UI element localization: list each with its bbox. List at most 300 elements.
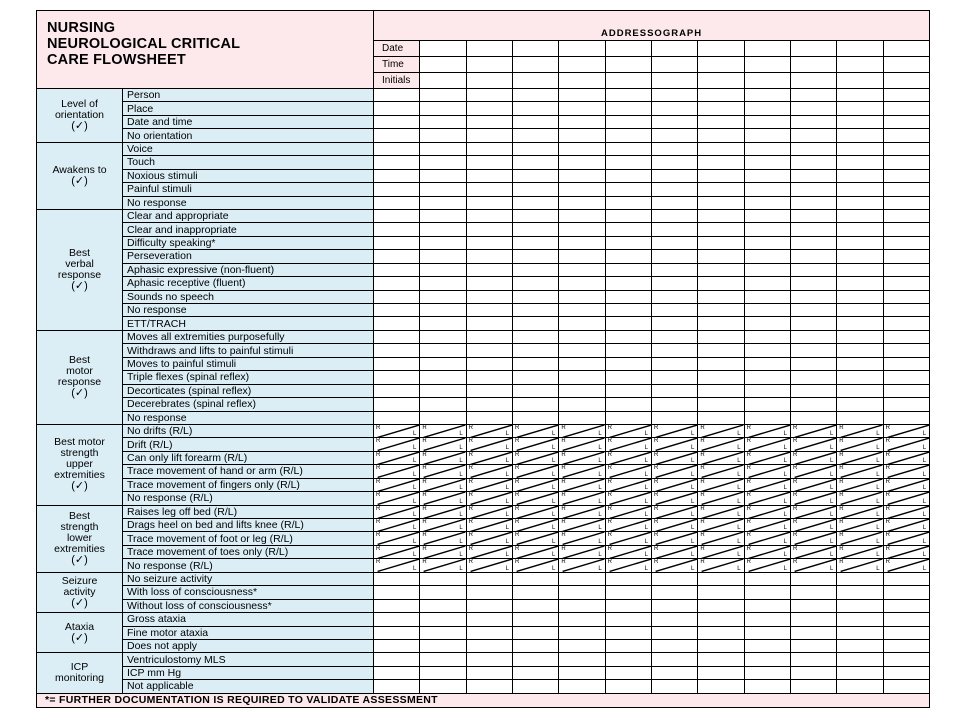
- entry-cell[interactable]: [883, 263, 929, 276]
- entry-cell[interactable]: [420, 263, 466, 276]
- entry-cell[interactable]: [837, 263, 883, 276]
- entry-cell[interactable]: [744, 666, 790, 679]
- entry-cell[interactable]: [559, 263, 605, 276]
- entry-cell[interactable]: [374, 653, 420, 666]
- entry-cell[interactable]: [837, 129, 883, 142]
- entry-cell[interactable]: [837, 626, 883, 639]
- entry-cell[interactable]: [466, 250, 512, 263]
- rl-entry-cell[interactable]: [374, 451, 420, 464]
- rl-entry-cell[interactable]: [559, 492, 605, 505]
- entry-cell[interactable]: [698, 223, 744, 236]
- entry-cell[interactable]: [698, 344, 744, 357]
- rl-entry-cell[interactable]: [744, 505, 790, 518]
- entry-cell[interactable]: [559, 572, 605, 585]
- rl-entry-cell[interactable]: [420, 545, 466, 558]
- entry-cell[interactable]: [883, 223, 929, 236]
- entry-cell[interactable]: [790, 384, 836, 397]
- rl-entry-cell[interactable]: [790, 478, 836, 491]
- entry-cell[interactable]: [374, 666, 420, 679]
- entry-cell[interactable]: [651, 250, 697, 263]
- entry-cell[interactable]: [837, 142, 883, 155]
- entry-cell[interactable]: [420, 398, 466, 411]
- entry-cell[interactable]: [513, 344, 559, 357]
- entry-cell[interactable]: [837, 89, 883, 102]
- entry-cell[interactable]: [513, 250, 559, 263]
- entry-cell[interactable]: [698, 183, 744, 196]
- rl-entry-cell[interactable]: [605, 559, 651, 572]
- entry-cell[interactable]: [374, 196, 420, 209]
- entry-cell[interactable]: [651, 357, 697, 370]
- rl-entry-cell[interactable]: [420, 465, 466, 478]
- entry-cell[interactable]: [837, 156, 883, 169]
- rl-entry-cell[interactable]: [466, 519, 512, 532]
- rl-entry-cell[interactable]: [837, 532, 883, 545]
- rl-entry-cell[interactable]: [420, 492, 466, 505]
- rl-entry-cell[interactable]: [837, 519, 883, 532]
- entry-cell[interactable]: [790, 236, 836, 249]
- entry-cell[interactable]: [420, 89, 466, 102]
- rl-entry-cell[interactable]: [837, 545, 883, 558]
- entry-cell[interactable]: [605, 263, 651, 276]
- rl-entry-cell[interactable]: [559, 438, 605, 451]
- entry-cell[interactable]: [420, 223, 466, 236]
- entry-cell[interactable]: [559, 142, 605, 155]
- entry-cell[interactable]: [559, 613, 605, 626]
- rl-entry-cell[interactable]: [605, 532, 651, 545]
- entry-cell[interactable]: [883, 666, 929, 679]
- entry-cell[interactable]: [466, 371, 512, 384]
- entry-cell[interactable]: [374, 317, 420, 330]
- entry-cell[interactable]: [883, 653, 929, 666]
- entry-cell[interactable]: [790, 263, 836, 276]
- entry-cell[interactable]: [374, 236, 420, 249]
- entry-cell[interactable]: [883, 115, 929, 128]
- rl-entry-cell[interactable]: [790, 438, 836, 451]
- rl-entry-cell[interactable]: [466, 438, 512, 451]
- entry-cell[interactable]: [790, 613, 836, 626]
- entry-cell[interactable]: [559, 89, 605, 102]
- entry-cell[interactable]: [466, 209, 512, 222]
- entry-cell[interactable]: [605, 626, 651, 639]
- entry-cell[interactable]: [420, 304, 466, 317]
- entry-cell[interactable]: [374, 250, 420, 263]
- rl-entry-cell[interactable]: [744, 545, 790, 558]
- entry-cell[interactable]: [605, 304, 651, 317]
- rl-entry-cell[interactable]: [883, 545, 929, 558]
- entry-cell[interactable]: [837, 209, 883, 222]
- header-date-cell[interactable]: [559, 41, 605, 57]
- entry-cell[interactable]: [744, 277, 790, 290]
- entry-cell[interactable]: [651, 277, 697, 290]
- header-initials-cell[interactable]: [744, 73, 790, 89]
- entry-cell[interactable]: [790, 330, 836, 343]
- header-date-cell[interactable]: [744, 41, 790, 57]
- entry-cell[interactable]: [374, 639, 420, 652]
- entry-cell[interactable]: [790, 277, 836, 290]
- entry-cell[interactable]: [420, 653, 466, 666]
- entry-cell[interactable]: [883, 613, 929, 626]
- rl-entry-cell[interactable]: [374, 559, 420, 572]
- rl-entry-cell[interactable]: [698, 478, 744, 491]
- entry-cell[interactable]: [837, 384, 883, 397]
- entry-cell[interactable]: [466, 277, 512, 290]
- entry-cell[interactable]: [420, 666, 466, 679]
- entry-cell[interactable]: [837, 613, 883, 626]
- header-time-cell[interactable]: [651, 57, 697, 73]
- entry-cell[interactable]: [837, 599, 883, 612]
- rl-entry-cell[interactable]: [374, 532, 420, 545]
- entry-cell[interactable]: [466, 290, 512, 303]
- rl-entry-cell[interactable]: [790, 465, 836, 478]
- entry-cell[interactable]: [744, 263, 790, 276]
- entry-cell[interactable]: [420, 142, 466, 155]
- entry-cell[interactable]: [559, 653, 605, 666]
- rl-entry-cell[interactable]: [651, 559, 697, 572]
- rl-entry-cell[interactable]: [698, 505, 744, 518]
- entry-cell[interactable]: [698, 626, 744, 639]
- rl-entry-cell[interactable]: [651, 545, 697, 558]
- entry-cell[interactable]: [374, 357, 420, 370]
- rl-entry-cell[interactable]: [744, 519, 790, 532]
- entry-cell[interactable]: [466, 263, 512, 276]
- rl-entry-cell[interactable]: [374, 424, 420, 437]
- entry-cell[interactable]: [744, 129, 790, 142]
- header-date-cell[interactable]: [605, 41, 651, 57]
- entry-cell[interactable]: [559, 357, 605, 370]
- entry-cell[interactable]: [559, 344, 605, 357]
- entry-cell[interactable]: [651, 209, 697, 222]
- rl-entry-cell[interactable]: [559, 465, 605, 478]
- entry-cell[interactable]: [651, 223, 697, 236]
- entry-cell[interactable]: [837, 304, 883, 317]
- rl-entry-cell[interactable]: [513, 519, 559, 532]
- entry-cell[interactable]: [466, 196, 512, 209]
- entry-cell[interactable]: [790, 129, 836, 142]
- entry-cell[interactable]: [420, 371, 466, 384]
- entry-cell[interactable]: [605, 599, 651, 612]
- entry-cell[interactable]: [744, 304, 790, 317]
- entry-cell[interactable]: [466, 639, 512, 652]
- entry-cell[interactable]: [744, 398, 790, 411]
- rl-entry-cell[interactable]: [790, 519, 836, 532]
- entry-cell[interactable]: [513, 572, 559, 585]
- entry-cell[interactable]: [837, 317, 883, 330]
- entry-cell[interactable]: [513, 102, 559, 115]
- rl-entry-cell[interactable]: [790, 559, 836, 572]
- entry-cell[interactable]: [744, 209, 790, 222]
- entry-cell[interactable]: [698, 384, 744, 397]
- entry-cell[interactable]: [698, 115, 744, 128]
- entry-cell[interactable]: [420, 290, 466, 303]
- entry-cell[interactable]: [651, 626, 697, 639]
- entry-cell[interactable]: [374, 183, 420, 196]
- entry-cell[interactable]: [698, 666, 744, 679]
- entry-cell[interactable]: [466, 398, 512, 411]
- rl-entry-cell[interactable]: [651, 505, 697, 518]
- entry-cell[interactable]: [837, 330, 883, 343]
- entry-cell[interactable]: [651, 586, 697, 599]
- header-time-cell[interactable]: [559, 57, 605, 73]
- entry-cell[interactable]: [790, 317, 836, 330]
- rl-entry-cell[interactable]: [513, 438, 559, 451]
- entry-cell[interactable]: [790, 115, 836, 128]
- rl-entry-cell[interactable]: [698, 532, 744, 545]
- rl-entry-cell[interactable]: [698, 438, 744, 451]
- entry-cell[interactable]: [513, 209, 559, 222]
- rl-entry-cell[interactable]: [698, 545, 744, 558]
- entry-cell[interactable]: [790, 156, 836, 169]
- entry-cell[interactable]: [605, 680, 651, 693]
- rl-entry-cell[interactable]: [420, 505, 466, 518]
- entry-cell[interactable]: [374, 398, 420, 411]
- entry-cell[interactable]: [837, 411, 883, 424]
- header-date-cell[interactable]: [883, 41, 929, 57]
- entry-cell[interactable]: [513, 169, 559, 182]
- entry-cell[interactable]: [420, 384, 466, 397]
- entry-cell[interactable]: [374, 142, 420, 155]
- entry-cell[interactable]: [698, 330, 744, 343]
- entry-cell[interactable]: [883, 572, 929, 585]
- entry-cell[interactable]: [559, 156, 605, 169]
- header-initials-cell[interactable]: [883, 73, 929, 89]
- rl-entry-cell[interactable]: [698, 465, 744, 478]
- entry-cell[interactable]: [605, 586, 651, 599]
- entry-cell[interactable]: [466, 357, 512, 370]
- entry-cell[interactable]: [790, 344, 836, 357]
- rl-entry-cell[interactable]: [837, 438, 883, 451]
- header-time-cell[interactable]: [790, 57, 836, 73]
- entry-cell[interactable]: [466, 626, 512, 639]
- entry-cell[interactable]: [513, 277, 559, 290]
- entry-cell[interactable]: [374, 115, 420, 128]
- entry-cell[interactable]: [698, 263, 744, 276]
- entry-cell[interactable]: [651, 344, 697, 357]
- entry-cell[interactable]: [466, 115, 512, 128]
- entry-cell[interactable]: [513, 304, 559, 317]
- entry-cell[interactable]: [883, 89, 929, 102]
- entry-cell[interactable]: [883, 209, 929, 222]
- rl-entry-cell[interactable]: [837, 465, 883, 478]
- rl-entry-cell[interactable]: [374, 505, 420, 518]
- entry-cell[interactable]: [790, 142, 836, 155]
- entry-cell[interactable]: [744, 142, 790, 155]
- entry-cell[interactable]: [466, 183, 512, 196]
- entry-cell[interactable]: [651, 653, 697, 666]
- entry-cell[interactable]: [605, 156, 651, 169]
- entry-cell[interactable]: [513, 666, 559, 679]
- entry-cell[interactable]: [790, 196, 836, 209]
- entry-cell[interactable]: [744, 613, 790, 626]
- entry-cell[interactable]: [559, 290, 605, 303]
- entry-cell[interactable]: [605, 572, 651, 585]
- entry-cell[interactable]: [605, 183, 651, 196]
- entry-cell[interactable]: [420, 586, 466, 599]
- entry-cell[interactable]: [513, 236, 559, 249]
- entry-cell[interactable]: [374, 586, 420, 599]
- entry-cell[interactable]: [651, 89, 697, 102]
- entry-cell[interactable]: [744, 330, 790, 343]
- header-initials-cell[interactable]: [837, 73, 883, 89]
- entry-cell[interactable]: [744, 169, 790, 182]
- entry-cell[interactable]: [698, 599, 744, 612]
- entry-cell[interactable]: [466, 613, 512, 626]
- entry-cell[interactable]: [559, 115, 605, 128]
- entry-cell[interactable]: [883, 183, 929, 196]
- entry-cell[interactable]: [698, 102, 744, 115]
- entry-cell[interactable]: [605, 209, 651, 222]
- header-initials-cell[interactable]: [466, 73, 512, 89]
- rl-entry-cell[interactable]: [883, 519, 929, 532]
- entry-cell[interactable]: [883, 344, 929, 357]
- entry-cell[interactable]: [513, 613, 559, 626]
- entry-cell[interactable]: [883, 626, 929, 639]
- entry-cell[interactable]: [651, 572, 697, 585]
- entry-cell[interactable]: [605, 371, 651, 384]
- rl-entry-cell[interactable]: [559, 545, 605, 558]
- rl-entry-cell[interactable]: [466, 559, 512, 572]
- rl-entry-cell[interactable]: [374, 492, 420, 505]
- entry-cell[interactable]: [744, 156, 790, 169]
- rl-entry-cell[interactable]: [466, 451, 512, 464]
- rl-entry-cell[interactable]: [883, 438, 929, 451]
- entry-cell[interactable]: [790, 250, 836, 263]
- entry-cell[interactable]: [466, 586, 512, 599]
- entry-cell[interactable]: [374, 129, 420, 142]
- entry-cell[interactable]: [374, 613, 420, 626]
- entry-cell[interactable]: [837, 680, 883, 693]
- entry-cell[interactable]: [651, 156, 697, 169]
- entry-cell[interactable]: [420, 169, 466, 182]
- entry-cell[interactable]: [837, 572, 883, 585]
- header-date-cell[interactable]: [837, 41, 883, 57]
- entry-cell[interactable]: [698, 196, 744, 209]
- entry-cell[interactable]: [420, 115, 466, 128]
- entry-cell[interactable]: [790, 183, 836, 196]
- rl-entry-cell[interactable]: [651, 465, 697, 478]
- header-initials-cell[interactable]: [559, 73, 605, 89]
- rl-entry-cell[interactable]: [466, 545, 512, 558]
- entry-cell[interactable]: [744, 223, 790, 236]
- entry-cell[interactable]: [466, 223, 512, 236]
- entry-cell[interactable]: [790, 102, 836, 115]
- rl-entry-cell[interactable]: [374, 478, 420, 491]
- entry-cell[interactable]: [374, 263, 420, 276]
- entry-cell[interactable]: [883, 236, 929, 249]
- rl-entry-cell[interactable]: [651, 532, 697, 545]
- entry-cell[interactable]: [420, 357, 466, 370]
- header-time-cell[interactable]: [466, 57, 512, 73]
- entry-cell[interactable]: [513, 639, 559, 652]
- rl-entry-cell[interactable]: [559, 519, 605, 532]
- entry-cell[interactable]: [837, 196, 883, 209]
- rl-entry-cell[interactable]: [420, 559, 466, 572]
- entry-cell[interactable]: [466, 666, 512, 679]
- entry-cell[interactable]: [883, 304, 929, 317]
- rl-entry-cell[interactable]: [744, 424, 790, 437]
- entry-cell[interactable]: [883, 196, 929, 209]
- rl-entry-cell[interactable]: [744, 478, 790, 491]
- entry-cell[interactable]: [883, 586, 929, 599]
- entry-cell[interactable]: [466, 330, 512, 343]
- rl-entry-cell[interactable]: [513, 424, 559, 437]
- entry-cell[interactable]: [513, 89, 559, 102]
- entry-cell[interactable]: [374, 169, 420, 182]
- entry-cell[interactable]: [837, 236, 883, 249]
- header-time-cell[interactable]: [420, 57, 466, 73]
- entry-cell[interactable]: [374, 290, 420, 303]
- entry-cell[interactable]: [744, 653, 790, 666]
- entry-cell[interactable]: [837, 183, 883, 196]
- rl-entry-cell[interactable]: [513, 505, 559, 518]
- entry-cell[interactable]: [466, 411, 512, 424]
- entry-cell[interactable]: [559, 250, 605, 263]
- entry-cell[interactable]: [698, 371, 744, 384]
- rl-entry-cell[interactable]: [513, 545, 559, 558]
- entry-cell[interactable]: [513, 263, 559, 276]
- rl-entry-cell[interactable]: [837, 451, 883, 464]
- entry-cell[interactable]: [744, 89, 790, 102]
- entry-cell[interactable]: [559, 223, 605, 236]
- entry-cell[interactable]: [605, 666, 651, 679]
- entry-cell[interactable]: [790, 371, 836, 384]
- header-date-cell[interactable]: [466, 41, 512, 57]
- entry-cell[interactable]: [513, 371, 559, 384]
- entry-cell[interactable]: [837, 344, 883, 357]
- entry-cell[interactable]: [420, 330, 466, 343]
- entry-cell[interactable]: [883, 129, 929, 142]
- entry-cell[interactable]: [374, 223, 420, 236]
- header-initials-cell[interactable]: [651, 73, 697, 89]
- rl-entry-cell[interactable]: [744, 438, 790, 451]
- rl-entry-cell[interactable]: [744, 465, 790, 478]
- entry-cell[interactable]: [790, 304, 836, 317]
- entry-cell[interactable]: [420, 156, 466, 169]
- entry-cell[interactable]: [651, 169, 697, 182]
- entry-cell[interactable]: [466, 304, 512, 317]
- entry-cell[interactable]: [513, 183, 559, 196]
- entry-cell[interactable]: [883, 277, 929, 290]
- entry-cell[interactable]: [744, 572, 790, 585]
- entry-cell[interactable]: [698, 357, 744, 370]
- entry-cell[interactable]: [837, 290, 883, 303]
- rl-entry-cell[interactable]: [559, 532, 605, 545]
- rl-entry-cell[interactable]: [605, 478, 651, 491]
- rl-entry-cell[interactable]: [605, 438, 651, 451]
- entry-cell[interactable]: [420, 572, 466, 585]
- entry-cell[interactable]: [605, 653, 651, 666]
- entry-cell[interactable]: [559, 398, 605, 411]
- entry-cell[interactable]: [605, 398, 651, 411]
- rl-entry-cell[interactable]: [698, 451, 744, 464]
- entry-cell[interactable]: [559, 599, 605, 612]
- entry-cell[interactable]: [420, 102, 466, 115]
- entry-cell[interactable]: [790, 639, 836, 652]
- entry-cell[interactable]: [883, 680, 929, 693]
- entry-cell[interactable]: [420, 599, 466, 612]
- rl-entry-cell[interactable]: [837, 424, 883, 437]
- entry-cell[interactable]: [466, 384, 512, 397]
- entry-cell[interactable]: [513, 290, 559, 303]
- entry-cell[interactable]: [651, 142, 697, 155]
- entry-cell[interactable]: [374, 102, 420, 115]
- entry-cell[interactable]: [513, 115, 559, 128]
- rl-entry-cell[interactable]: [420, 451, 466, 464]
- entry-cell[interactable]: [651, 398, 697, 411]
- entry-cell[interactable]: [790, 626, 836, 639]
- rl-entry-cell[interactable]: [420, 519, 466, 532]
- entry-cell[interactable]: [790, 411, 836, 424]
- entry-cell[interactable]: [513, 142, 559, 155]
